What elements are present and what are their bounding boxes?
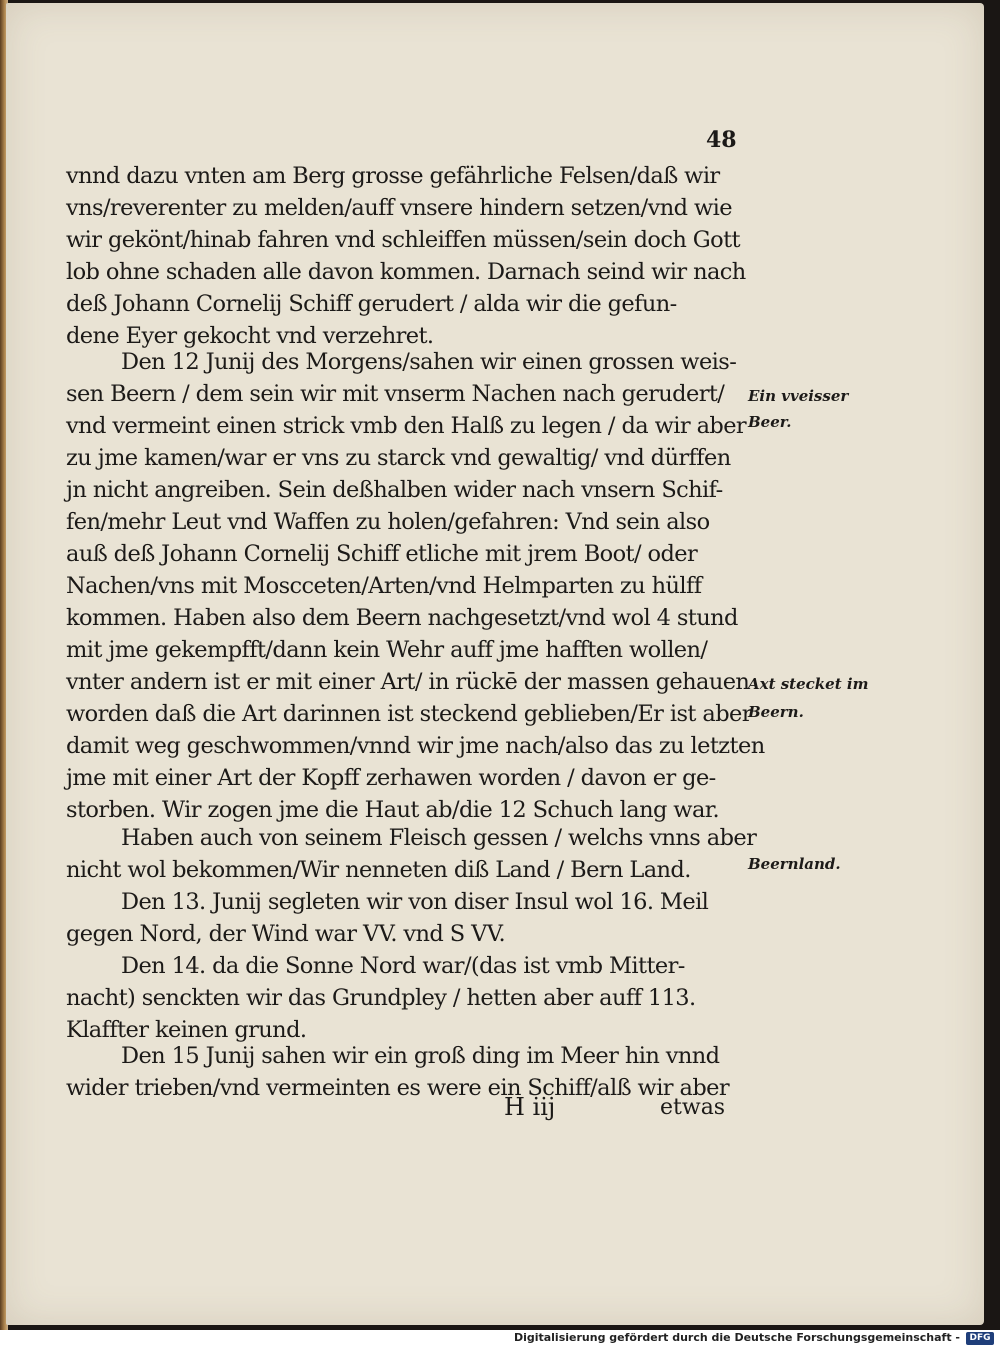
text-line: zu jme kamen/war er vns zu starck vnd gewaltig/ vnd dürffen bbox=[66, 445, 731, 471]
text-line: fen/mehr Leut vnd Waffen zu holen/gefahren: Vnd sein also bbox=[66, 509, 710, 535]
text-line: Den 12 Junij des Morgens/sahen wir einen grossen weis- bbox=[121, 349, 737, 375]
text-line: vnd vermeint einen strick vmb den Halß zu legen / da wir aber bbox=[66, 413, 747, 439]
text-line: damit weg geschwommen/vnnd wir jme nach/also das zu letzten bbox=[66, 733, 765, 759]
text-line: mit jme gekempfft/dann kein Wehr auff jme hafften wollen/ bbox=[66, 637, 708, 663]
text-line: sen Beern / dem sein wir mit vnserm Nachen nach gerudert/ bbox=[66, 381, 725, 407]
text-line: Nachen/vns mit Moscceten/Arten/vnd Helmparten zu hülff bbox=[66, 573, 702, 599]
text-line: vnnd dazu vnten am Berg grosse gefährliche Felsen/daß wir bbox=[66, 163, 720, 189]
footer-credit: Digitalisierung gefördert durch die Deutsche Forschungsgemeinschaft - bbox=[513, 1331, 960, 1344]
text-line: auß deß Johann Cornelij Schiff etliche mit jrem Boot/ oder bbox=[66, 541, 698, 567]
text-line: gegen Nord, der Wind war VV. vnd S VV. bbox=[66, 921, 506, 947]
margin-note: Beern. bbox=[748, 703, 804, 721]
text-line: Den 13. Junij segleten wir von diser Insul wol 16. Meil bbox=[121, 889, 709, 915]
text-line: Haben auch von seinem Fleisch gessen / welchs vnns aber bbox=[121, 825, 757, 851]
text-line: nacht) senckten wir das Grundpley / hetten aber auff 113. bbox=[66, 985, 696, 1011]
text-line: worden daß die Art darinnen ist steckend geblieben/Er ist aber bbox=[66, 701, 752, 727]
text-line: wir gekönt/hinab fahren vnd schleiffen müssen/sein doch Gott bbox=[66, 227, 740, 253]
text-line: vnter andern ist er mit einer Art/ in rückē der massen gehauen bbox=[66, 669, 750, 695]
dfg-logo: DFG bbox=[966, 1332, 994, 1345]
text-line: jn nicht angreiben. Sein deßhalben wider nach vnsern Schif- bbox=[66, 477, 723, 503]
text-line: dene Eyer gekocht vnd verzehret. bbox=[66, 323, 434, 349]
text-line: nicht wol bekommen/Wir nenneten diß Land / Bern Land. bbox=[66, 857, 691, 883]
text-line: Den 14. da die Sonne Nord war/(das ist vmb Mitter- bbox=[121, 953, 685, 979]
text-line: Den 15 Junij sahen wir ein groß ding im Meer hin vnnd bbox=[121, 1043, 720, 1069]
text-line: jme mit einer Art der Kopff zerhawen worden / davon er ge- bbox=[66, 765, 716, 791]
page-number: 48 bbox=[706, 127, 737, 153]
catchword: etwas bbox=[660, 1095, 726, 1120]
text-line: deß Johann Cornelij Schiff gerudert / alda wir die gefun- bbox=[66, 291, 677, 317]
text-line: vns/reverenter zu melden/auff vnsere hindern setzen/vnd wie bbox=[66, 195, 732, 221]
text-line: wider trieben/vnd vermeinten es were ein Schiff/alß wir aber bbox=[66, 1075, 730, 1101]
text-line: lob ohne schaden alle davon kommen. Darnach seind wir nach bbox=[66, 259, 746, 285]
signature-mark: H iij bbox=[504, 1093, 556, 1121]
text-line: kommen. Haben also dem Beern nachgesetzt/vnd wol 4 stund bbox=[66, 605, 738, 631]
text-line: storben. Wir zogen jme die Haut ab/die 12 Schuch lang war. bbox=[66, 797, 720, 823]
book-page bbox=[6, 3, 984, 1325]
margin-note: Beernland. bbox=[748, 855, 841, 873]
margin-note: Ein vveisser bbox=[748, 387, 849, 405]
text-line: Klaffter keinen grund. bbox=[66, 1017, 307, 1043]
margin-note: Beer. bbox=[748, 413, 792, 431]
margin-note: Axt stecket im bbox=[748, 675, 869, 693]
